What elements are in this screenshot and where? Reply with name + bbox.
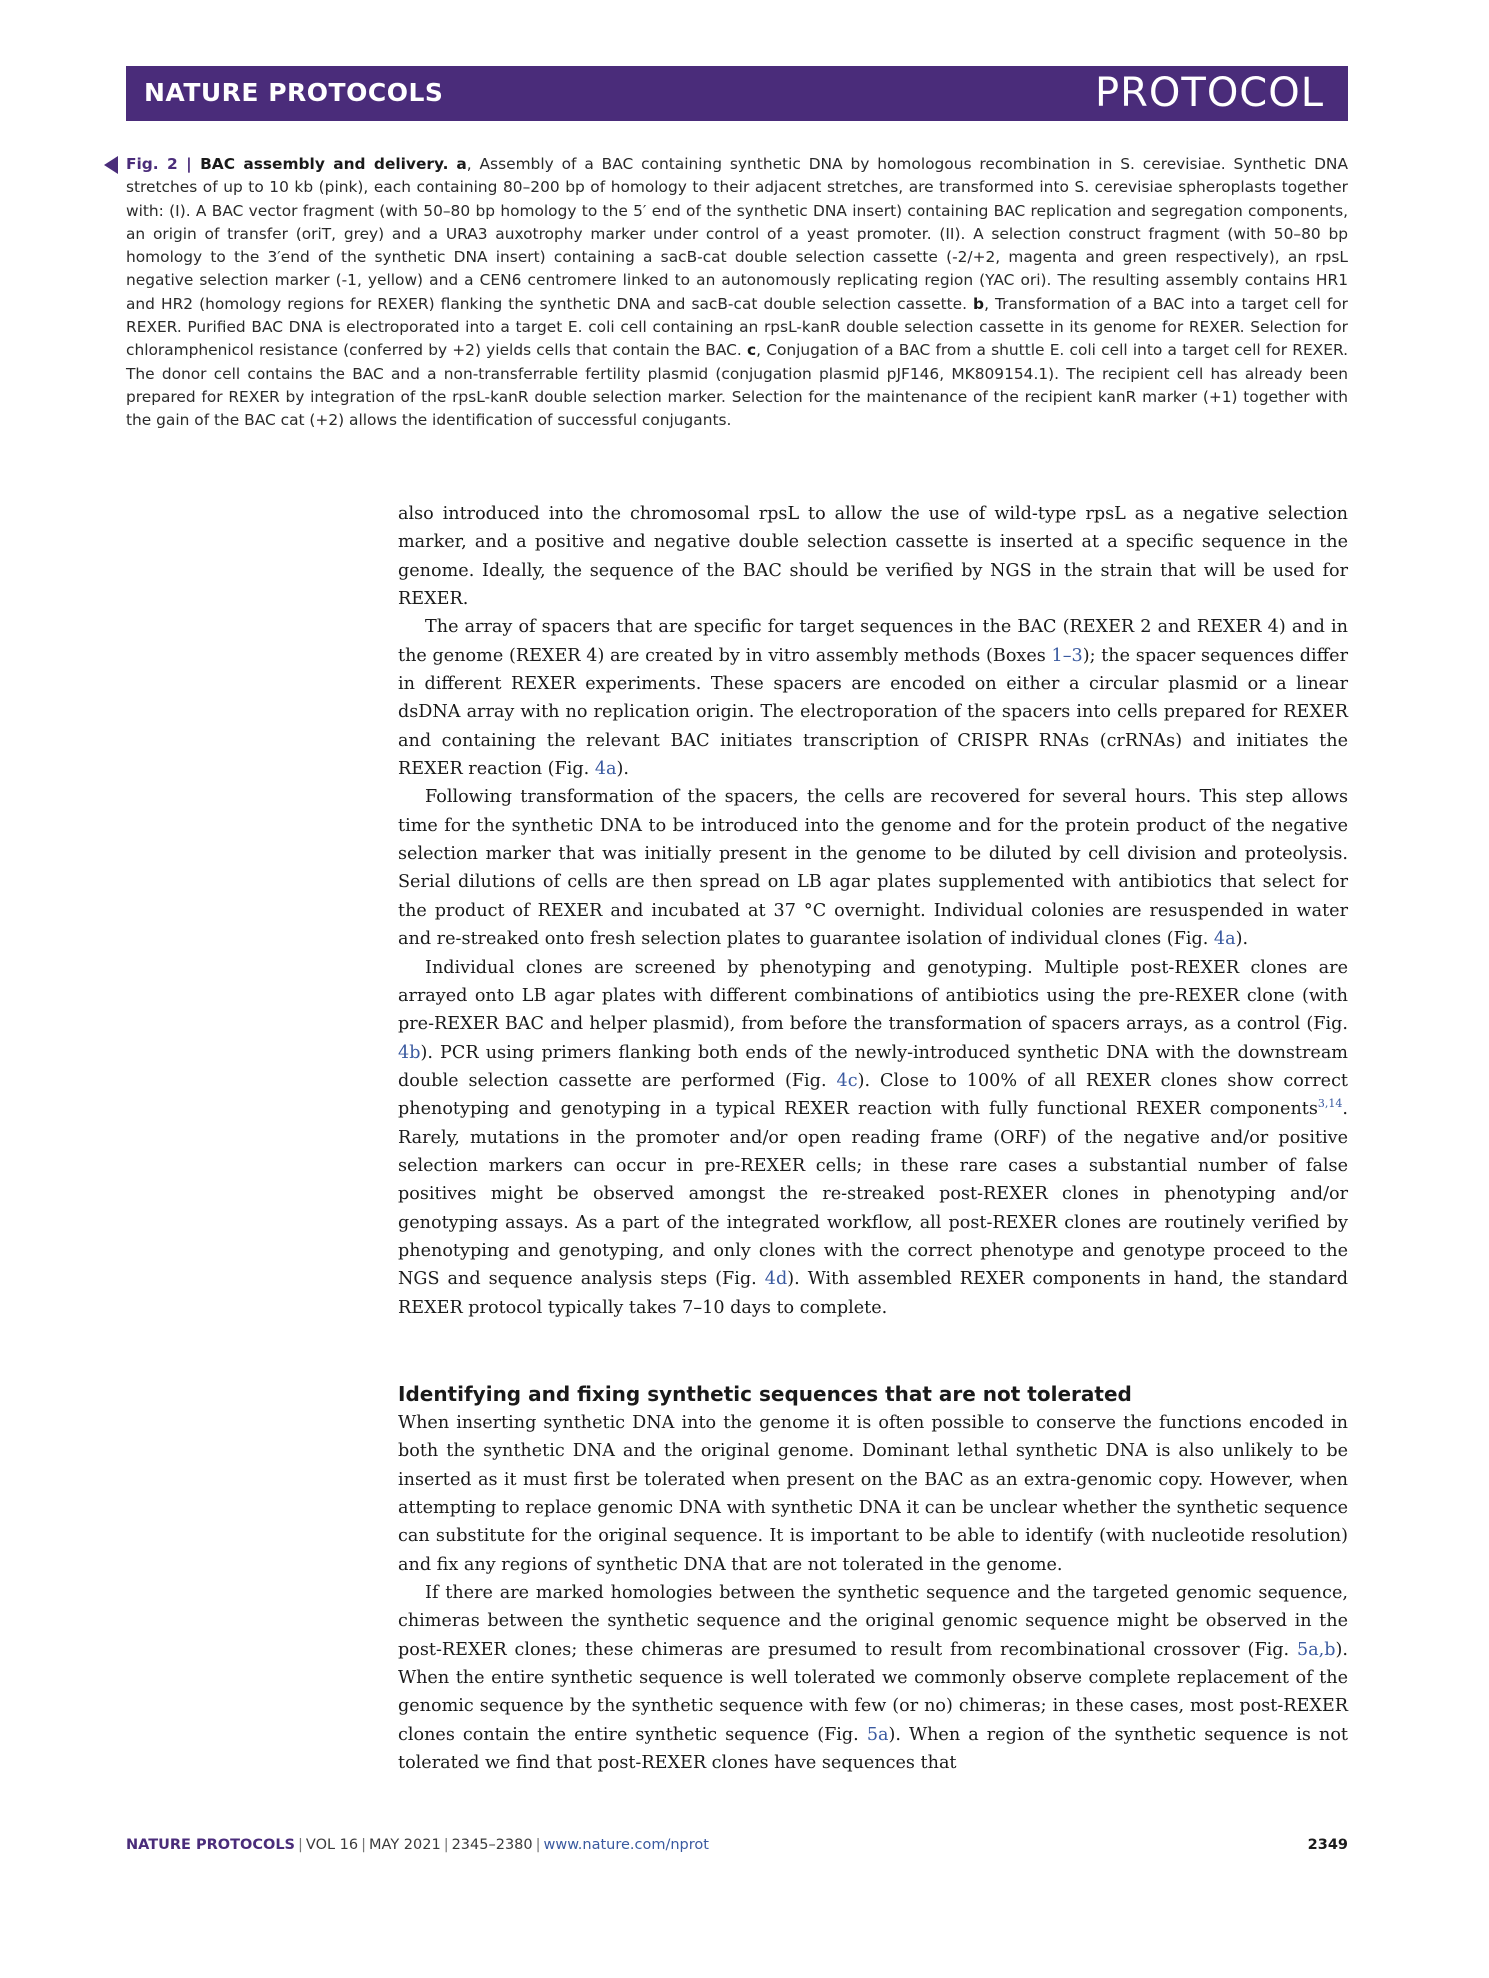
part-a-text: , Assembly of a BAC containing synthetic DNA by homologous recombination in S. cerevisiae. Synthetic DNA stretches of up to 10 kb (pink), each containing 80–200 bp of homology to their adjacent stretches, are transformed into S. cerevisiae spheroplasts together with: (I). A BAC vector fragment (with 50–80 bp homology to the 5′ end of the synthetic DNA insert) containing BAC replication and segregation components, an origin of transfer (oriT, grey) and a URA3 auxotrophy marker under control of a yeast promoter. (II). A selection construct fragment (with 50–80 bp homology to the 3′end of the synthetic DNA insert) containing a sacB-cat double selection cassette (-2/+2, magenta and green respectively), an rpsL negative selection marker (-1, yellow) and a CEN6 centromere linked to an autonomously replicating region (YAC ori). The resulting assembly contains HR1 and HR2 (homology regions for REXER) flanking the synthetic DNA and sacB-cat double selection cassette. bbox=[126, 155, 1348, 313]
footer-journal: NATURE PROTOCOLS bbox=[126, 1837, 296, 1853]
figure-link[interactable]: 4a bbox=[594, 759, 617, 780]
figure-link[interactable]: 5a bbox=[866, 1724, 889, 1745]
footer-pages: 2345–2380 bbox=[451, 1837, 533, 1853]
section-heading: Identifying and fixing synthetic sequences that are not tolerated bbox=[398, 1381, 1132, 1406]
paragraph: When inserting synthetic DNA into the genome it is often possible to conserve the functions encoded in both the synthetic DNA and the original genome. Dominant lethal synthetic DNA is also unlikely to be inserted as it must first be tolerated when present on the BAC as an extra-genomic copy. However, when attempting to replace genomic DNA with synthetic DNA it can be unclear whether the synthetic sequence can substitute for the original sequence. It is important to be able to identify (with nucleotide resolution) and fix any regions of synthetic DNA that are not tolerated in the genome. bbox=[398, 1412, 1348, 1575]
figure-link[interactable]: 4b bbox=[398, 1042, 421, 1063]
paragraph: Following transformation of the spacers, the cells are recovered for several hours. This step allows time for the synthetic DNA to be introduced into the genome and for the protein product of the negative selection marker that was initially present in the genome to be diluted by cell division and proteolysis. Serial dilutions of cells are then spread on LB agar plates supplemented with antibiotics that select for the product of REXER and incubated at 37 °C overnight. Individual colonies are resuspended in water and re-streaked onto fresh selection plates to guarantee isolation of individual clones (Fig. 4a). bbox=[398, 787, 1348, 950]
part-b-text: , Transformation of a BAC into a target cell for REXER. Purified BAC DNA is electroporated into a target E. coli cell containing an rpsL-kanR double selection cassette in its genome for REXER. Selection for chloramphenicol resistance (conferred by +2) yields cells that contain the BAC. bbox=[126, 294, 1348, 360]
main-text-column bbox=[398, 500, 1348, 1777]
figure-label: Fig. 2 bbox=[126, 155, 178, 173]
figure-link[interactable]: 4c bbox=[836, 1070, 858, 1091]
figure-link[interactable]: 4d bbox=[764, 1269, 788, 1290]
article-type: PROTOCOL bbox=[1094, 70, 1324, 116]
part-c-text: , Conjugation of a BAC from a shuttle E. coli cell into a target cell for REXER. The donor cell contains the BAC and a non-transferrable fertility plasmid (conjugation plasmid pJF146, MK809154.1). The recipient cell has already been prepared for REXER by integration of the rpsL-kanR double selection marker. Selection for the maintenance of the recipient kanR marker (+1) together with the gain of the BAC cat (+2) allows the identification of successful conjugants. bbox=[126, 341, 1348, 430]
box-link[interactable]: 1 bbox=[1051, 645, 1063, 666]
figure-link[interactable]: 4a bbox=[1213, 929, 1236, 950]
part-a-label: a bbox=[456, 155, 467, 173]
paragraph: The array of spacers that are specific for target sequences in the BAC (REXER 2 and REXER 4) and in the genome (REXER 4) are created by in vitro assembly methods (Boxes 1–3); the spacer sequences differ in different REXER experiments. These spacers are encoded on either a circular plasmid or a linear dsDNA array with no replication origin. The electroporation of the spacers into cells prepared for REXER and containing the relevant BAC initiates transcription of CRISPR RNAs (crRNAs) and initiates the REXER reaction (Fig. 4a). bbox=[398, 617, 1348, 780]
caption-text: Fig. 2 | BAC assembly and delivery. a, Assembly of a BAC containing synthetic DNA by homologous recombination in S. cerevisiae. Synthetic DNA stretches of up to 10 kb (pink), each containing 80–200 bp of homology to their adjacent stretches, are transformed into S. cerevisiae spheroplasts together with: (I). A BAC vector fragment (with 50–80 bp homology to the 5′ end of the synthetic DNA insert) containing BAC replication and segregation components, an origin of transfer (oriT, grey) and a URA3 auxotrophy marker under control of a yeast promoter. (II). A selection construct fragment (with 50–80 bp homology to the 3′end of the synthetic DNA insert) containing a sacB-cat double selection cassette (-2/+2, magenta and green respectively), an rpsL negative selection marker (-1, yellow) and a CEN6 centromere linked to an autonomously replicating region (YAC ori). The resulting assembly contains HR1 and HR2 (homology regions for REXER) flanking the synthetic DNA and sacB-cat double selection cassette. b, Transformation of a BAC into a target cell for REXER. Purified BAC DNA is electroporated into a target E. coli cell containing an rpsL-kanR double selection cassette in its genome for REXER. Selection for chloramphenicol resistance (conferred by +2) yields cells that contain the BAC. c, Conjugation of a BAC from a shuttle E. coli cell into a target cell for REXER. The donor cell contains the BAC and a non-transferrable fertility plasmid (conjugation plasmid pJF146, MK809154.1). The recipient cell has already been prepared for REXER by integration of the rpsL-kanR double selection marker. Selection for the maintenance of the recipient kanR marker (+1) together with the gain of the BAC cat (+2) allows the identification of successful conjugants. bbox=[126, 155, 1348, 430]
journal-name: NATURE PROTOCOLS bbox=[144, 78, 444, 107]
page-footer bbox=[126, 1837, 1348, 1861]
paragraph: also introduced into the chromosomal rpsL to allow the use of wild-type rpsL as a negative selection marker, and a positive and negative double selection cassette is inserted at a specific sequence in the genome. Ideally, the sequence of the BAC should be verified by NGS in the strain that will be used for REXER. bbox=[398, 504, 1348, 610]
citation-link[interactable]: 3,14 bbox=[1317, 1097, 1343, 1111]
figure-title: BAC assembly and delivery. bbox=[200, 155, 449, 173]
figure-caption bbox=[126, 153, 1348, 433]
journal-header-bar bbox=[126, 66, 1348, 121]
figure-link[interactable]: 5a,b bbox=[1296, 1639, 1336, 1660]
part-c-label: c bbox=[746, 341, 757, 360]
page-number: 2349 bbox=[1307, 1837, 1348, 1853]
paragraph: Individual clones are screened by phenotyping and genotyping. Multiple post-REXER clones are arrayed onto LB agar plates with different combinations of antibiotics using the pre-REXER clone (with pre-REXER BAC and helper plasmid), from before the transformation of spacers arrays, as a control (Fig. 4b). PCR using primers flanking both ends of the newly-introduced synthetic DNA with the downstream double selection cassette are performed (Fig. 4c). Close to 100% of all REXER clones show correct phenotyping and genotyping in a typical REXER reaction with fully functional REXER components$^{3,14}$. Rarely, mutations in the promoter and/or open reading frame (ORF) of the negative and/or positive selection markers can occur in pre-REXER cells; in these rare cases a substantial number of false positives might be observed amongst the re-streaked post-REXER clones in phenotyping and/or genotyping assays. As a part of the integrated workflow, all post-REXER clones are routinely verified by phenotyping and genotyping, and only clones with the correct phenotype and genotype proceed to the NGS and sequence analysis steps (Fig. 4d). With assembled REXER components in hand, the standard REXER protocol typically takes 7–10 days to complete. bbox=[398, 957, 1348, 1318]
caption-arrow-icon bbox=[104, 156, 118, 174]
footer-url-link[interactable]: www.nature.com/nprot bbox=[543, 1837, 709, 1853]
footer-date: MAY 2021 bbox=[369, 1837, 441, 1853]
footer-citation: NATURE PROTOCOLS | VOL 16 | MAY 2021 | 2345–2380 | www.nature.com/nprot bbox=[126, 1837, 709, 1853]
part-b-label: b bbox=[973, 294, 985, 313]
footer-volume: VOL 16 bbox=[305, 1837, 359, 1853]
box-link[interactable]: 3 bbox=[1071, 645, 1083, 666]
paragraph: If there are marked homologies between the synthetic sequence and the targeted genomic sequence, chimeras between the synthetic sequence and the original genomic sequence might be observed in the post-REXER clones; these chimeras are presumed to result from recombinational crossover (Fig. 5a,b). When the entire synthetic sequence is well tolerated we commonly observe complete replacement of the genomic sequence by the synthetic sequence with few (or no) chimeras; in these cases, most post-REXER clones contain the entire synthetic sequence (Fig. 5a). When a region of the synthetic sequence is not tolerated we find that post-REXER clones have sequences that bbox=[398, 1583, 1348, 1774]
